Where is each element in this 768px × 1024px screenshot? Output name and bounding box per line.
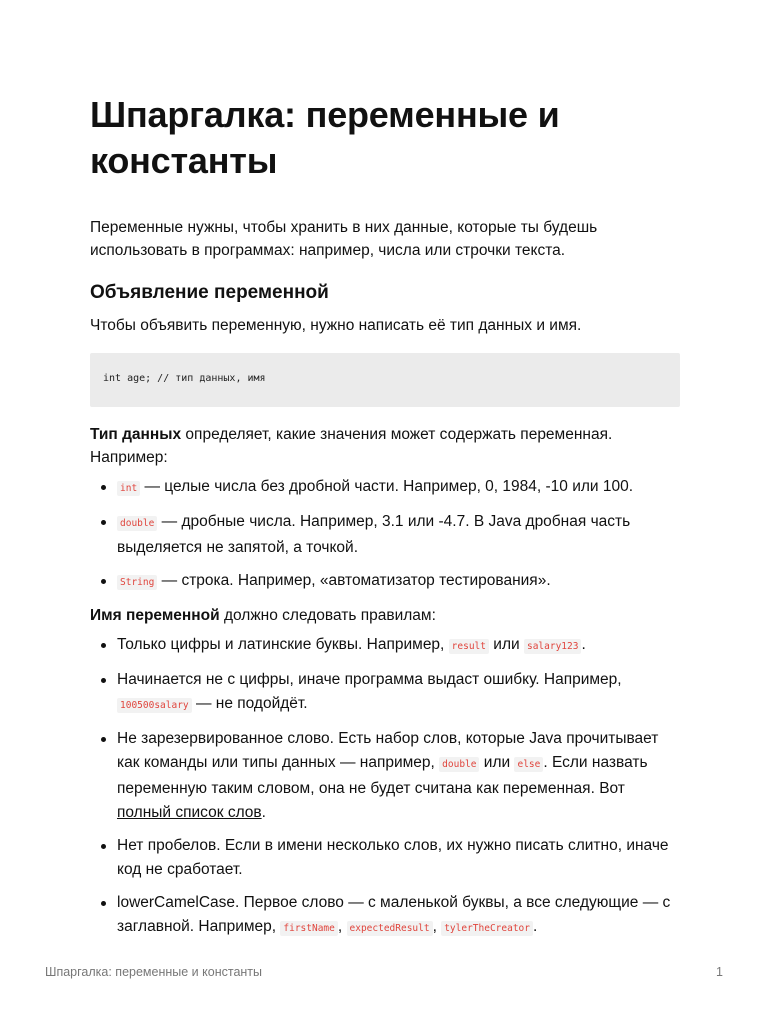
list-item-text: Нет пробелов. Если в имени несколько слов, их нужно писать слитно, иначе код не сработает.	[117, 837, 669, 878]
list-item-text: — дробные числа. Например, 3.1 или -4.7. В Java дробная часть выделяется не запятой, а точкой.	[117, 513, 631, 556]
data-types-list	[90, 475, 680, 595]
list-item-text: — строка. Например, «автоматизатор тестирования».	[157, 572, 551, 589]
names-lead	[90, 604, 680, 627]
section-heading-declaration: Объявление переменной	[90, 282, 329, 303]
data-types-term: Тип данных	[90, 426, 182, 443]
inline-code: tylerTheCreator	[441, 921, 533, 936]
naming-rules-list	[90, 633, 680, 941]
list-item-text: .	[533, 918, 538, 935]
names-term: Имя переменной	[90, 607, 220, 624]
list-item	[117, 834, 680, 882]
inline-code: result	[449, 639, 489, 654]
inline-code: else	[514, 757, 543, 772]
list-item	[117, 891, 680, 941]
declaration-text: Чтобы объявить переменную, нужно написать её тип данных и имя.	[90, 317, 582, 334]
list-item-text: — целые числа без дробной части. Например, 0, 1984, -10 или 100.	[140, 478, 634, 495]
inline-code: expectedResult	[347, 921, 433, 936]
inline-code: double	[117, 516, 157, 531]
inline-code: String	[117, 575, 157, 590]
list-item-text: — не подойдёт.	[191, 695, 308, 712]
list-item-text: .	[581, 636, 586, 653]
list-item	[117, 633, 680, 659]
list-item-text: Начинается не с цифры, иначе программа выдаст ошибку. Например,	[117, 671, 622, 688]
list-item-text: Только цифры и латинские буквы. Например,	[117, 636, 449, 653]
inline-code: salary123	[524, 639, 581, 654]
list-item	[117, 668, 680, 718]
data-types-lead-text: определяет, какие значения может содержать переменная. Например:	[90, 426, 613, 466]
list-item-text: или	[489, 636, 524, 653]
footer-title: Шпаргалка: переменные и константы	[45, 965, 263, 979]
reserved-words-link[interactable]: полный список слов	[117, 804, 262, 821]
document-page	[90, 92, 680, 950]
code-block	[90, 353, 680, 407]
code-line: int age; // тип данных, имя	[103, 373, 266, 384]
list-item-text: ,	[432, 918, 442, 935]
list-item	[117, 475, 680, 501]
list-item	[117, 727, 680, 825]
list-item-text: . Если назвать переменную таким словом, она не будет считана как переменная. Вот	[117, 754, 648, 797]
inline-code: int	[117, 481, 140, 496]
list-item-text: .	[261, 804, 266, 821]
list-item	[117, 569, 680, 595]
list-item	[117, 510, 680, 560]
inline-code: double	[439, 757, 479, 772]
page-number: 1	[716, 965, 723, 979]
list-item-text: Не зарезервированное слово. Есть набор слов, которые Java прочитывает как команды или типы данных — например,	[117, 730, 659, 771]
names-lead-text: должно следовать правилам:	[219, 607, 436, 624]
page-title: Шпаргалка: переменные и константы	[90, 94, 560, 181]
list-item-text: или	[479, 754, 515, 771]
list-item-text: lowerCamelCase. Первое слово — с маленькой буквы, а все следующие — с заглавной. Например,	[117, 894, 671, 935]
list-item-text: ,	[337, 918, 347, 935]
inline-code: firstName	[280, 921, 337, 936]
data-types-lead	[90, 423, 680, 469]
inline-code: 100500salary	[117, 698, 192, 713]
intro-paragraph: Переменные нужны, чтобы хранить в них данные, которые ты будешь использовать в программах: например, числа или строчки текста.	[90, 219, 598, 259]
